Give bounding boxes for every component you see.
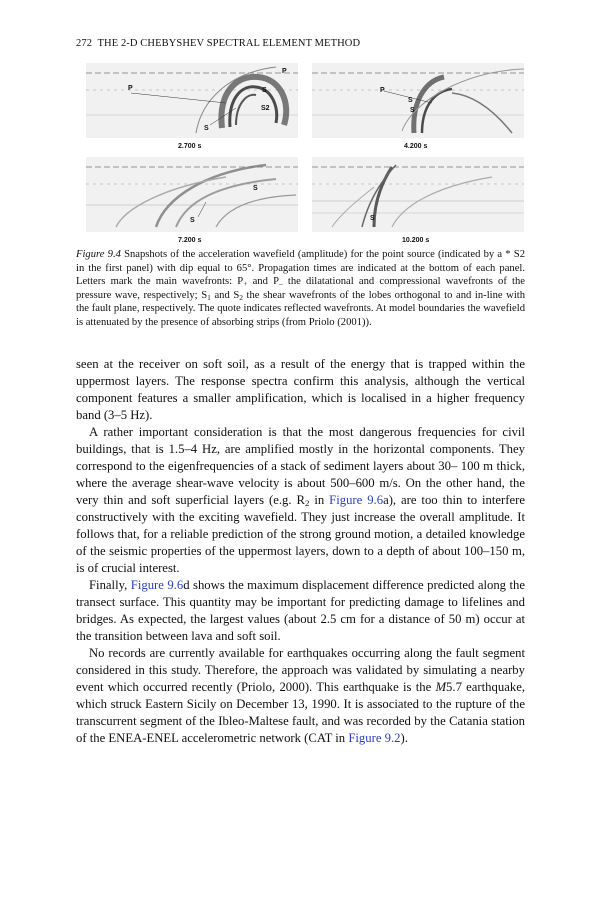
paragraph-text: 5.7 earthquake, which struck Eastern Sicily on December 13, 1990. It is associated to the rupture of the transcurrent segment of the Ibleo-Maltese fault, and was recorded by the Catania station of the ENEA-ENEL accelerometric network (CAT in xyxy=(76,680,525,745)
caption-text: and P xyxy=(247,276,279,288)
snapshot-panel-3 xyxy=(86,157,298,244)
figure-9-6-link[interactable]: Figure 9.6 xyxy=(130,578,184,592)
paragraph-text: d shows the maximum displacement difference predicted along the transect surface. This quantity may be important for predicting damage to lifelines and bridges. As expected, the largest values (about 2.5 cm for a distance of 50 m) occur at the transition between lava and soft soil. xyxy=(76,578,525,643)
wavefield-snapshot-2 xyxy=(312,63,524,138)
paragraph-text: ). xyxy=(400,731,408,745)
paragraph-text: A rather important consideration is that the most dangerous frequencies for civil buildings, that is 1.5–4 Hz, are amplified mostly in the horizontal components. They correspond to the eigenfrequencies of a stack of sediment layers about 30– 100 m thick, where the average shear-wave velocity is about 500–600 m/s. On the other hand, the very thin and soft superficial layers (e.g. R xyxy=(76,425,525,507)
caption-text: and S xyxy=(210,289,240,301)
page-number: 272 xyxy=(76,38,93,49)
snapshot-panel-4 xyxy=(312,157,524,244)
wavefront-label: S xyxy=(408,97,413,104)
figure-caption xyxy=(76,248,525,330)
wavefront-label: P xyxy=(380,87,385,94)
caption-text: the shear wavefronts of the lobes orthogonal to and in-line with the fault plane, respectively. The quote indicates reflected wavefronts. At model boundaries the wavefield is attenuated by the presence of absorbing strips (from Priolo (2001)). xyxy=(76,289,526,328)
figure-label: Figure 9.4 xyxy=(76,249,121,260)
body-text xyxy=(76,356,525,747)
wavefront-label: S xyxy=(370,215,375,222)
caption-text: Snapshots of the acceleration wavefield (amplitude) for the point source (indicated by a * S2 in the first panel) with dip equal to 65°. Propagation times are indicated at the bottom of each panel. Letters mark the main wavefronts: P xyxy=(76,249,525,288)
panel-time-label: 7.200 s xyxy=(178,237,202,244)
paragraph-1: seen at the receiver on soft soil, as a result of the energy that is trapped within the uppermost layers. The response spectra confirm this analysis, although the vertical component features a smaller amplification, which is localised in a higher frequency band (3–5 Hz). xyxy=(76,357,525,422)
paragraph-2 xyxy=(76,424,525,577)
snapshot-panel-2 xyxy=(312,63,524,150)
figure-9-4 xyxy=(86,63,524,243)
wavefront-label: S xyxy=(262,87,267,94)
snapshot-panel-1 xyxy=(86,63,298,150)
wavefront-label: S xyxy=(253,185,258,192)
panel-time-label: 4.200 s xyxy=(404,143,428,150)
caption-subscript: – xyxy=(278,279,283,289)
paragraph-subscript: 2 xyxy=(304,498,310,509)
figure-9-6-link[interactable]: Figure 9.6 xyxy=(329,493,384,507)
panel-time-label: 10.200 s xyxy=(402,237,430,244)
wavefront-label: S xyxy=(204,125,209,132)
wavefield-snapshot-4 xyxy=(312,157,524,232)
paragraph-4 xyxy=(76,645,525,747)
paragraph-3 xyxy=(76,577,525,645)
wavefront-label: S xyxy=(190,217,195,224)
panel-time-label: 2.700 s xyxy=(178,143,202,150)
caption-subscript: 1 xyxy=(207,292,211,302)
wavefront-label: P xyxy=(282,68,287,75)
figure-9-2-link[interactable]: Figure 9.2 xyxy=(348,731,401,745)
running-title: THE 2-D CHEBYSHEV SPECTRAL ELEMENT METHOD xyxy=(97,38,361,49)
paragraph-text: a), are too thin to interfere constructively with the exciting wavefield. They just increase the overall amplitude. It follows that, for a reliable prediction of the strong ground motion, a detailed knowledge of the seismic properties of the uppermost layers, down to a depth of about 100–150 m, is of crucial interest. xyxy=(76,493,525,575)
caption-subscript: + xyxy=(243,279,248,289)
caption-subscript: 2 xyxy=(239,292,243,302)
caption-text: the dilatational and compressional wavefronts of the pressure wave, respectively; S xyxy=(76,276,525,301)
paragraph-text: in xyxy=(309,493,330,507)
paragraph-text: Finally, xyxy=(89,578,131,592)
wavefront-label: P xyxy=(128,85,133,92)
running-header xyxy=(76,38,360,49)
paragraph-text: No records are currently available for earthquakes occurring along the fault segment considered in this study. Therefore, the approach was validated by simulating a nearby event which occurred recently (Priolo, 2000). This earthquake is the xyxy=(76,646,525,694)
source-label: S2 xyxy=(261,105,270,112)
magnitude-symbol: M xyxy=(435,680,447,694)
wavefront-label: S xyxy=(410,107,415,114)
wavefield-snapshot-1 xyxy=(86,63,298,138)
